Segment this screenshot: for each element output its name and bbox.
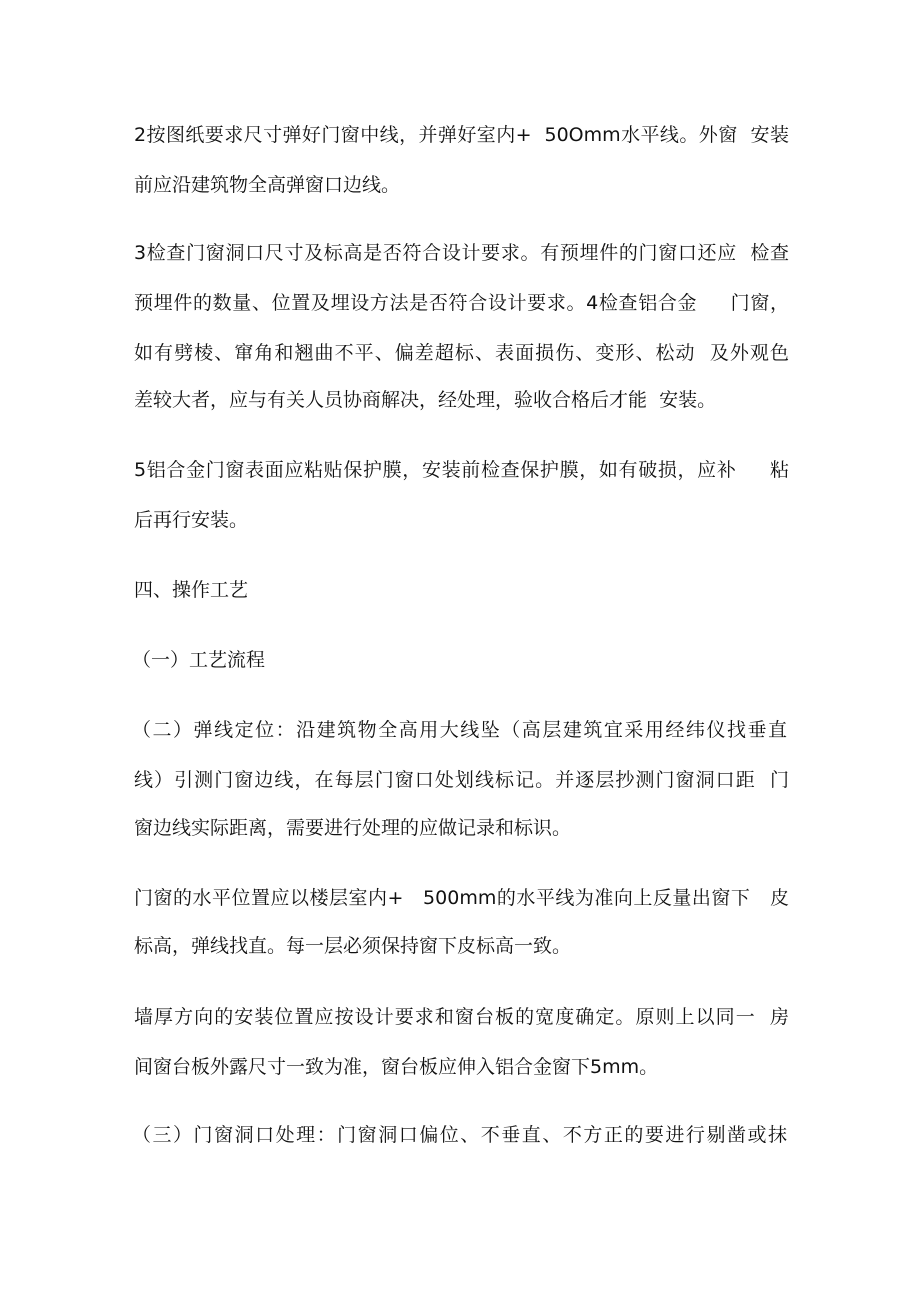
text-line: 间窗台板外露尺寸一致为准，窗台板应伸入铝合金窗下5mm。 — [134, 1056, 659, 1078]
subsection-heading: （一）工艺流程 — [132, 649, 266, 671]
text-line: 墙厚方向的安装位置应按设计要求和窗台板的宽度确定。原则上以同一 房 — [134, 1006, 789, 1028]
text-line: 后再行安装。 — [134, 509, 249, 531]
text-line: （二）弹线定位：沿建筑物全高用大线坠（高层建筑宜采用经纬仪找垂直 — [132, 719, 787, 741]
text-line: 差较大者，应与有关人员协商解决，经处理，验收合格后才能 安装。 — [134, 389, 717, 411]
text-line: 如有劈棱、窜角和翘曲不平、偏差超标、表面损伤、变形、松动 及外观色 — [134, 342, 789, 364]
text-line: 5铝合金门窗表面应粘贴保护膜，安装前检查保护膜，如有破损，应补 粘 — [134, 459, 789, 481]
text-line: 门窗的水平位置应以楼层室内+ 500mm的水平线为准向上反量出窗下 皮 — [134, 887, 789, 909]
text-line: 前应沿建筑物全高弹窗口边线。 — [134, 174, 401, 196]
section-heading: 四、操作工艺 — [134, 579, 249, 601]
text-line: 预埋件的数量、位置及埋设方法是否符合设计要求。4检查铝合金 门窗， — [134, 292, 789, 314]
text-line: 线）引测门窗边线，在每层门窗口处划线标记。并逐层抄测门窗洞口距 门 — [134, 769, 789, 791]
text-line: 3检查门窗洞口尺寸及标高是否符合设计要求。有预埋件的门窗口还应 检查 — [134, 242, 789, 264]
text-line: 2按图纸要求尺寸弹好门窗中线，并弹好室内+ 50Omm水平线。外窗 安装 — [134, 124, 789, 146]
text-line: 标高，弹线找直。每一层必须保持窗下皮标高一致。 — [134, 935, 572, 957]
subsection-3-line: （三）门窗洞口处理：门窗洞口偏位、不垂直、不方正的要进行剔凿或抹 — [132, 1124, 787, 1146]
text-line: 窗边线实际距离，需要进行处理的应做记录和标识。 — [134, 817, 572, 839]
